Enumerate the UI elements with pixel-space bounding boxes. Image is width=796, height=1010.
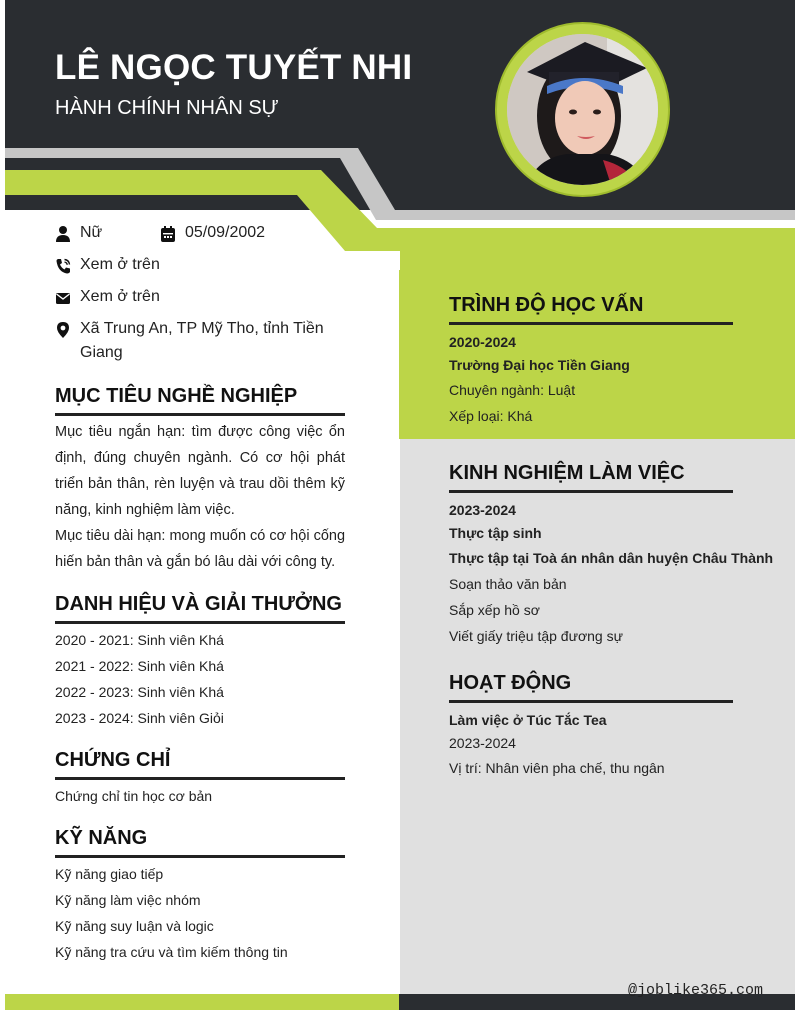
activities-title: HOẠT ĐỘNG [449, 672, 572, 694]
activities-period: 2023-2024 [449, 735, 516, 751]
objective-title: MỤC TIÊU NGHỀ NGHIỆP [55, 385, 298, 407]
contact-gender [55, 224, 102, 245]
objective-short-term: Mục tiêu ngắn hạn: tìm được công việc ổn định, đúng chuyên ngành. Có cơ hội phát triển bản thân, rèn luyện và trau dồi thêm kỹ năng, kinh nghiệm làm việc. [55, 424, 345, 518]
certificates-rule [55, 777, 345, 780]
list-item: 2021 - 2022: Sinh viên Khá [55, 658, 224, 674]
list-item: 2022 - 2023: Sinh viên Khá [55, 684, 224, 700]
education-title: TRÌNH ĐỘ HỌC VẤN [449, 294, 644, 316]
experience-period: 2023-2024 [449, 502, 516, 518]
list-item: Chứng chỉ tin học cơ bản [55, 788, 213, 804]
mail-icon [55, 289, 71, 307]
experience-task: Viết giấy triệu tập đương sự [449, 628, 623, 644]
awards-title: DANH HIỆU VÀ GIẢI THƯỞNG [55, 593, 342, 615]
phone-icon [55, 257, 71, 275]
header-decoration [5, 0, 795, 290]
experience-title: KINH NGHIỆM LÀM VIỆC [449, 462, 685, 484]
watermark: @joblike365.com [628, 982, 764, 999]
activities-rule [449, 700, 733, 703]
user-icon [55, 225, 71, 243]
awards-rule [55, 621, 345, 624]
list-item: 2023 - 2024: Sinh viên Giỏi [55, 710, 224, 726]
calendar-icon [160, 225, 176, 243]
location-pin-icon [55, 321, 71, 339]
experience-role: Thực tập sinh [449, 525, 542, 541]
education-school: Trường Đại học Tiền Giang [449, 357, 630, 373]
list-item: Kỹ năng suy luận và logic [55, 918, 214, 934]
education-rank: Xếp loại: Khá [449, 408, 533, 424]
contact-birthday [160, 224, 265, 245]
candidate-name: LÊ NGỌC TUYẾT NHI [55, 48, 413, 87]
footer-bar-green [5, 994, 399, 1010]
avatar [495, 22, 670, 197]
candidate-title: HÀNH CHÍNH NHÂN SỰ [55, 97, 279, 119]
experience-task: Sắp xếp hồ sơ [449, 602, 540, 618]
birthday-value: 05/09/2002 [185, 224, 266, 241]
list-item: Kỹ năng giao tiếp [55, 866, 164, 882]
phone-value: Xem ở trên [80, 256, 160, 273]
skills-rule [55, 855, 345, 858]
certificates-title: CHỨNG CHỈ [55, 749, 171, 771]
activities-place: Làm việc ở Túc Tắc Tea [449, 712, 607, 728]
list-item: 2020 - 2021: Sinh viên Khá [55, 632, 224, 648]
email-value: Xem ở trên [80, 288, 160, 305]
objective-rule [55, 413, 345, 416]
awards-list [55, 627, 224, 731]
education-major: Chuyên ngành: Luật [449, 382, 576, 398]
gender-value: Nữ [80, 224, 103, 241]
education-period: 2020-2024 [449, 334, 516, 350]
objective-long-term: Mục tiêu dài hạn: mong muốn có cơ hội cống hiến bản thân và gắn bó lâu dài với công ty. [55, 528, 346, 570]
contact-phone [55, 256, 160, 277]
experience-place: Thực tập tại Toà án nhân dân huyện Châu Thành [449, 550, 774, 566]
experience-task: Soạn thảo văn bản [449, 576, 567, 592]
contact-email [55, 288, 160, 309]
avatar-photo [507, 34, 658, 185]
address-value: Xã Trung An, TP Mỹ Tho, tỉnh Tiền Giang [80, 320, 324, 361]
list-item: Kỹ năng tra cứu và tìm kiếm thông tin [55, 944, 288, 960]
certificates-list [55, 783, 212, 809]
skills-title: KỸ NĂNG [55, 827, 148, 849]
education-rule [449, 322, 733, 325]
activities-position: Vị trí: Nhân viên pha chế, thu ngân [449, 760, 665, 776]
contact-address [55, 320, 345, 365]
experience-rule [449, 490, 733, 493]
list-item: Kỹ năng làm việc nhóm [55, 892, 201, 908]
cv-page [5, 0, 795, 1010]
skills-list [55, 861, 288, 965]
